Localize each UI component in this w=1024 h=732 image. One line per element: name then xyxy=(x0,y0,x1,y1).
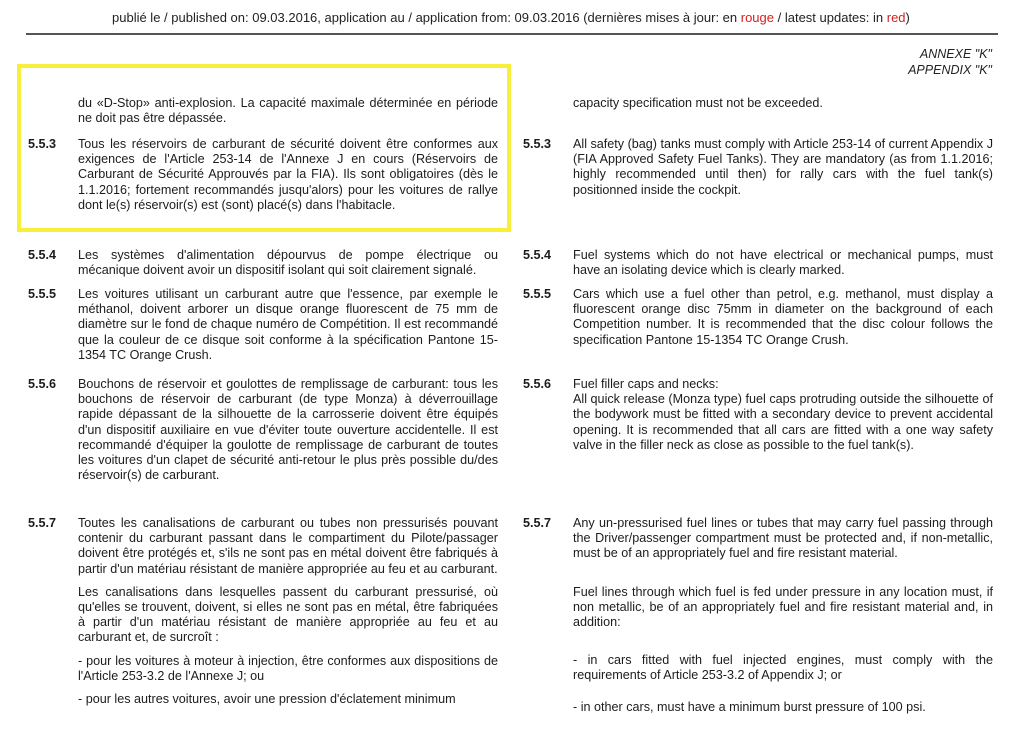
en-continuation xyxy=(523,96,993,111)
fr-cont-text: du «D-Stop» anti-explosion. La capacité maximale déterminée en période ne doit pas être dépassée. xyxy=(78,96,498,126)
section-number: 5.5.5 xyxy=(28,287,57,301)
section-text: Toutes les canalisations de carburant ou tubes non pressurisés pouvant contenir du carburant passant dans le compartiment du Pilote/passager doivent être protégés et, s'ils ne sont pas en métal doivent être fabriqués à partir d'un matériau résistant de manière appropriée au feu et au carburant. xyxy=(78,516,498,576)
en-section-556 xyxy=(523,377,993,461)
en-section-557 xyxy=(523,516,993,723)
annexe-en: APPENDIX "K" xyxy=(908,63,992,77)
section-number: 5.5.5 xyxy=(523,287,552,301)
header-suffix: ) xyxy=(905,10,910,25)
header-rule xyxy=(26,33,998,35)
section-text: All quick release (Monza type) fuel caps protruding outside the silhouette of the bodywork must be fitted with a secondary device to prevent accidental opening. It is recommended that all cars are fitted with a one way safety valve in the filler neck as close as possible to the fuel tank(s). xyxy=(573,392,993,452)
en-section-553 xyxy=(523,137,993,206)
section-text: Bouchons de réservoir et goulottes de remplissage de carburant: tous les bouchons de réservoir de carburant (de type Monza) à déverrouillage rapide dépassant de la silhouette de la carrosserie doivent être équipés d'un dispositif auxiliaire en vue d'éviter toute ouverture accidentelle. Il est recommandé d'équiper la goulotte de remplissage de carburant de toutes les voitures d'un clapet de sécurité anti-retour le plus près possible du/des réservoir(s) de carburant. xyxy=(78,377,498,483)
section-number: 5.5.3 xyxy=(523,137,552,151)
annexe-label xyxy=(908,46,992,78)
section-text: - in cars fitted with fuel injected engines, must comply with the requirements of Article 253-3.2 of Appendix J; or xyxy=(573,653,993,683)
section-text: Fuel filler caps and necks: xyxy=(573,377,719,391)
section-text: - pour les autres voitures, avoir une pression d'éclatement minimum xyxy=(78,692,456,707)
header-prefix: publié le / published on: 09.03.2016, application au / application from: 09.03.2016 (dernières mises à jour: en xyxy=(112,10,741,25)
section-text: Cars which use a fuel other than petrol, e.g. methanol, must display a fluorescent orange disc 75mm in diameter on the background of each Competition number. It is recommended that the disc colour follows the specification Pantone 15-1354 TC Orange Crush. xyxy=(573,287,993,347)
fr-section-554 xyxy=(28,248,498,286)
section-text: Les systèmes d'alimentation dépourvus de pompe électrique ou mécanique doivent avoir un dispositif isolant qui soit clairement signalé. xyxy=(78,248,498,278)
section-number: 5.5.6 xyxy=(523,377,552,391)
en-section-555 xyxy=(523,287,993,356)
en-cont-text: capacity specification must not be exceeded. xyxy=(573,96,823,110)
section-number: 5.5.4 xyxy=(28,248,57,262)
highlight-box xyxy=(17,64,511,232)
section-text: - in other cars, must have a minimum burst pressure of 100 psi. xyxy=(573,699,926,714)
fr-section-557 xyxy=(28,516,498,715)
fr-section-555 xyxy=(28,287,498,371)
section-number: 5.5.6 xyxy=(28,377,57,391)
annexe-fr: ANNEXE "K" xyxy=(919,47,992,61)
header-red-en: red xyxy=(886,10,906,25)
section-text: Les canalisations dans lesquelles passent du carburant pressurisé, où qu'elles se trouvent, doivent, si elles ne sont pas en métal, être fabriquées à partir d'un matériau résistant de manière appropriée au feu et au carburant et, de surcroît : xyxy=(78,584,498,645)
section-text: All safety (bag) tanks must comply with Article 253-14 of current Appendix J (FIA Approved Safety Fuel Tanks). They are mandatory (as from 1.1.2016; highly recommended until then) for rally cars with the fuel tank(s) positionned inside the cockpit. xyxy=(573,137,993,197)
header-red-fr: rouge xyxy=(740,10,774,25)
section-text: Fuel systems which do not have electrical or mechanical pumps, must have an isolating device which is clearly marked. xyxy=(573,248,993,278)
header-mid: / latest updates: in xyxy=(774,10,887,25)
section-number: 5.5.7 xyxy=(523,516,552,530)
section-text: Any un-pressurised fuel lines or tubes that may carry fuel passing through the Driver/passenger compartment must be protected and, if non-metallic, must be of an appropriately fuel and fire resistant material. xyxy=(573,516,993,561)
section-number: 5.5.3 xyxy=(28,137,57,151)
section-text: Fuel lines through which fuel is fed under pressure in any location must, if non metallic, be of an appropriately fuel and fire resistant material and, in addition: xyxy=(573,584,993,630)
section-text: Tous les réservoirs de carburant de sécurité doivent être conformes aux exigences de l'Article 253-14 de l'Annexe J en cours (Réservoirs de Carburant de Sécurité Approuvés par la FIA). Ils sont obligatoires (dès le 1.1.2016; fortement recommandés jusqu'alors) pour les voitures de rallye dont le(s) réservoir(s) est (sont) placé(s) dans l'habitacle. xyxy=(78,137,498,212)
section-number: 5.5.4 xyxy=(523,248,552,262)
section-number: 5.5.7 xyxy=(28,516,57,530)
fr-section-556 xyxy=(28,377,498,491)
publication-header xyxy=(112,10,1012,25)
en-section-554 xyxy=(523,248,993,286)
section-text: Les voitures utilisant un carburant autre que l'essence, par exemple le méthanol, doivent arborer un disque orange fluorescent de 75 mm de diamètre sur le fond de chaque numéro de Compétition. Il est recommandé que la couleur de ce disque soit conforme à la spécification Pantone 15-1354 TC Orange Crush. xyxy=(78,287,498,362)
section-text: - pour les voitures à moteur à injection, être conformes aux dispositions de l'Article 253-3.2 de l'Annexe J; ou xyxy=(78,653,498,683)
